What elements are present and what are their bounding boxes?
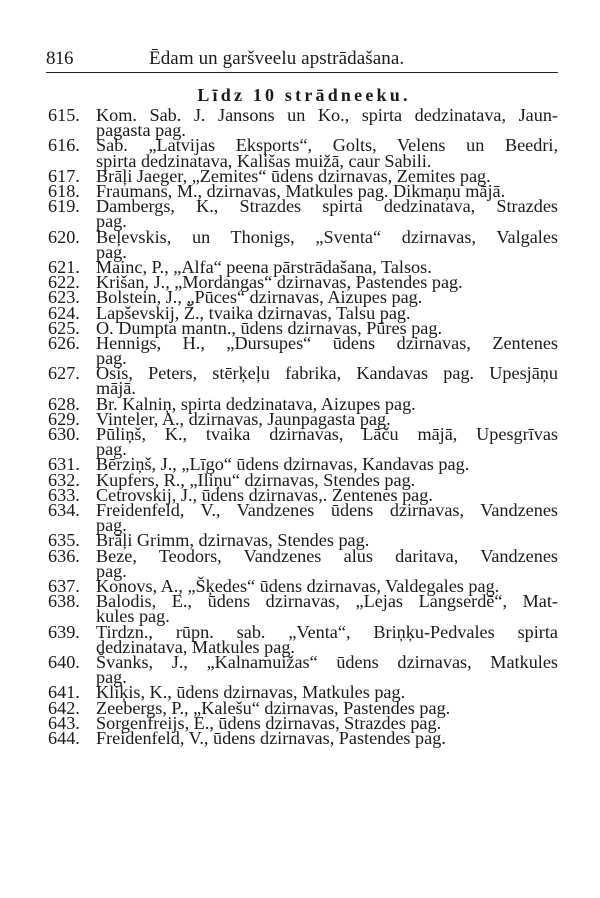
entry-number: 636. [48,545,80,566]
entry-line: O. Dumpta mantn., ūdens dzirnavas, Pūres pag. [96,317,442,338]
entry-line: spirta dedzinatava, Kališas muižā, caur Sabili. [96,150,432,171]
entry-number: 622. [48,272,80,293]
entry-line: pag. [96,211,127,232]
entry-line: Beļevskis, un Thonigs, „Sventa“ dzirnavas, Valgales [96,226,558,247]
entry-number: 618. [48,180,80,201]
entry-line: Balodis, E., ūdens dzirnavas, „Lejas Langserdē“, Mat- [96,591,558,612]
entry-line: Kupfers, R., „Iliņu“ dzirnavas, Stendes pag. [96,469,416,490]
entry-line: Bērziņš, J., „Līgo“ ūdens dzirnavas, Kandavas pag. [96,454,470,475]
entry-number: 619. [48,196,80,217]
entry-line: Vinteler, A., dzirnavas, Jaunpagasta pag. [96,408,391,429]
list-item [48,105,560,141]
entry-number: 616. [48,135,80,156]
entry-text [96,591,560,627]
entry-text [96,105,560,141]
entry-number: 630. [48,424,80,445]
entry-line: Konovs, A., „Šķedes“ ūdens dzirnavas, Valdegales pag. [96,576,500,597]
entry-text [96,226,560,262]
entry-line: Bolstein, J., „Pūces“ dzirnavas, Aizupes pag. [96,287,423,308]
list-item [48,500,560,536]
entry-text [96,332,560,369]
entry-number: 638. [48,591,80,612]
entry-number: 643. [48,712,80,733]
entry-number: 640. [48,651,80,672]
entry-line: Sorgenfreijs, E., ūdens dzirnavas, Strazdes pag. [96,712,442,733]
entry-line: Zeebergs, P., „Kalešu“ dzirnavas, Pastendes pag. [96,697,451,718]
header-rule [46,72,558,73]
entry-number: 615. [48,105,80,125]
entry-line: pagasta pag. [96,120,186,141]
list-item [48,545,560,581]
page-number: 816 [46,48,73,69]
entry-line: Osis, Peters, stērķeļu fabrika, Kandavas pag. Upesjāņu [96,363,558,384]
entry-line: Beze, Teodors, Vandzenes alus daritava, Vandzenes [96,545,558,566]
entry-number: 634. [48,500,80,521]
entry-line: pag. [96,348,127,369]
entry-line: Hennigs, H., „Dursupes“ ūdens dzirnavas, Zentenes [96,332,558,353]
list-item [48,135,560,171]
entry-number: 620. [48,226,80,247]
entry-number: 624. [48,302,80,323]
page-header [46,36,558,72]
list-item [48,196,560,232]
entry-line: Kom. Sab. J. Jansons un Ko., spirta dedzinatava, Jaun- [96,105,558,125]
entry-line: Krišan, J., „Mordangas“ dzirnavas, Pastendes pag. [96,272,463,293]
entry-line: Švanks, J., „Kalnamuižas“ ūdens dzirnavas, Matkules [96,651,558,672]
entry-number: 621. [48,256,80,277]
entry-number: 628. [48,393,80,414]
entry-number: 644. [48,727,80,748]
entry-text [96,545,560,581]
entry-number: 642. [48,697,80,718]
entry-line: Brāļi Jaeger, „Zemites“ ūdens dzirnavas, Zemites pag. [96,165,491,186]
entry-number: 639. [48,621,80,642]
entry-line: mājā. [96,378,136,399]
entry-number: 633. [48,484,80,505]
entry-number: 627. [48,363,80,384]
entry-line: pag. [96,515,127,536]
list-item [48,226,560,262]
list-item [48,591,560,627]
entry-line: Pūliņš, K., tvaika dzirnavas, Lāču mājā, Upesgrīvas [96,424,558,445]
entry-text [96,651,560,688]
entry-number: 629. [48,408,80,429]
list-item [48,727,560,748]
entry-number: 626. [48,332,80,353]
entry-line: Kliķis, K., ūdens dzirnavas, Matkules pag. [96,682,406,703]
entry-text [96,363,560,399]
entry-line: pag. [96,241,127,262]
entry-number: 635. [48,530,80,551]
entry-text [96,196,560,232]
running-title: Ēdam un garšveelu apstrādašana. [149,48,405,69]
entry-line: Freidenfeld, V., ūdens dzirnavas, Pastendes pag. [96,727,446,748]
entry-line: pag. [96,560,127,581]
list-item [48,621,560,657]
entry-line: pag. [96,439,127,460]
entry-text [96,621,560,657]
entry-number: 625. [48,317,80,338]
entry-line: Dambergs, K., Strazdes spirta dedzinatava, Strazdes [96,196,558,217]
entry-line: Fraumans, M., dzirnavas, Matkules pag. Dikmaņu mājā. [96,180,506,201]
entry-line: Cetrovskij, J., ūdens dzirnavas,. Zentenes pag. [96,484,433,505]
entry-number: 631. [48,454,80,475]
list-item [48,651,560,688]
entry-text [96,727,560,748]
entry-list [48,105,560,748]
entry-line: Mainc, P., „Alfa“ peena pārstrādašana, Talsos. [96,256,432,277]
entry-line: Freidenfeld, V., Vandzenes ūdens dzirnavas, Vandzenes [96,500,558,521]
entry-line: dedzinatava, Matkules pag. [96,636,295,657]
list-item [48,363,560,399]
entry-number: 632. [48,469,80,490]
entry-line: pag. [96,667,127,688]
list-item [48,424,560,460]
entry-number: 617. [48,165,80,186]
entry-line: Sab. „Latvijas Eksports“, Golts, Velens un Beedri, [96,135,558,156]
entry-number: 641. [48,682,80,703]
entry-line: Tirdzn., rūpn. sab. „Venta“, Briņķu-Pedvales spirta [96,621,558,642]
entry-number: 637. [48,576,80,597]
entry-line: Lapševskij, Ž., tvaika dzirnavas, Talsu pag. [96,302,411,323]
entry-text [96,500,560,536]
list-item [48,332,560,369]
entry-text [96,424,560,460]
entry-line: Brāļi Grimm, dzirnavas, Stendes pag. [96,530,370,551]
entry-line: kules pag. [96,606,170,627]
section-title: Līdz 10 strādneeku. [197,85,411,105]
entry-number: 623. [48,287,80,308]
entry-text [96,135,560,171]
entry-line: Br. Kalniņ, spirta dedzinatava, Aizupes pag. [96,393,416,414]
